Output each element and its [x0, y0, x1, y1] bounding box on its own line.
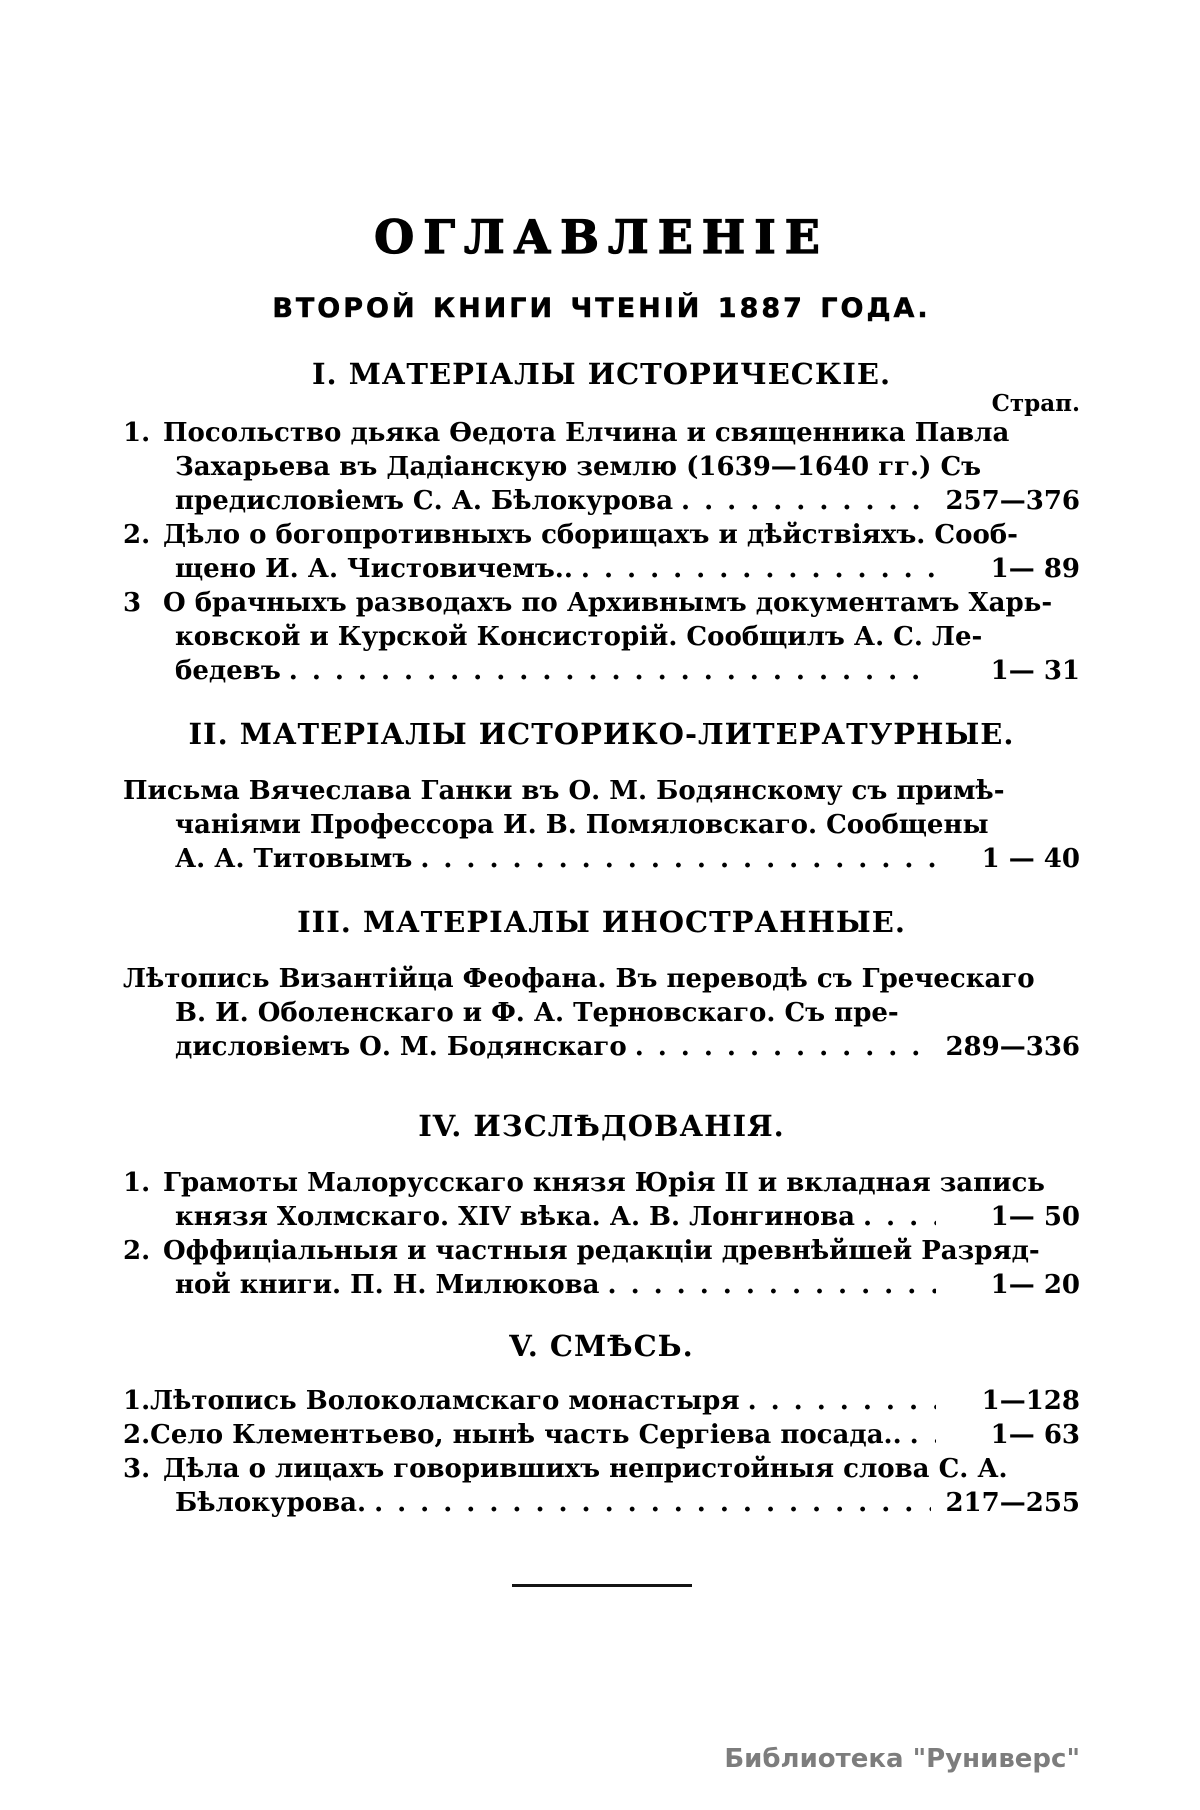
toc-entry-line — [123, 1234, 1080, 1268]
toc-entry — [123, 1234, 1080, 1302]
toc-entry — [123, 1452, 1080, 1520]
toc-entry-line — [123, 1030, 1080, 1064]
entry-number: 1. — [123, 1168, 151, 1198]
dot-leader — [681, 484, 931, 518]
library-watermark: Библиотека "Руниверс" — [724, 1744, 1080, 1774]
entry-number: 1. — [123, 418, 151, 448]
entry-text: ковской и Курской Консисторій. Сообщилъ А. С. Ле- — [175, 622, 983, 652]
entry-text: чаніями Профессора И. В. Помяловскаго. Сообщены — [175, 810, 989, 840]
section-heading: V. СМѢСЬ. — [509, 1329, 694, 1363]
toc-entry-line — [123, 1384, 1080, 1418]
toc-section — [123, 1064, 1080, 1302]
entry-page-range: 1— 50 — [990, 1202, 1080, 1232]
toc-entry-line — [123, 808, 1080, 842]
dot-leader — [748, 1384, 936, 1418]
dot-leader — [420, 842, 936, 876]
toc-entry-line — [123, 620, 1080, 654]
section-heading: III. МАТЕРІАЛЫ ИНОСТРАННЫЕ. — [297, 905, 906, 939]
toc-entry-line — [123, 842, 1080, 876]
toc-entry — [123, 1166, 1080, 1234]
entry-number: 1. — [123, 1386, 151, 1416]
entry-page-range: 1— 20 — [990, 1270, 1080, 1300]
entry-text: Оффиціальныя и частныя редакціи древнѣйшей Разряд- — [163, 1236, 1040, 1266]
entry-page-range: 1 — 40 — [981, 844, 1080, 874]
entry-text: Лѣтопись Византійца Феофана. Въ переводѣ съ Греческаго — [123, 964, 1035, 994]
entry-text: Грамоты Малорусскаго князя Юрія II и вкладная запись — [163, 1168, 1045, 1198]
toc-entry-line — [123, 518, 1080, 552]
entry-text: Бѣлокурова. — [175, 1488, 367, 1518]
toc-entry — [123, 518, 1080, 586]
toc-entry — [123, 1384, 1080, 1418]
toc-entry — [123, 586, 1080, 688]
toc-entry-line — [123, 416, 1080, 450]
entry-text: О брачныхъ разводахъ по Архивнымъ документамъ Харь- — [163, 588, 1053, 618]
entry-text: бедевъ — [175, 656, 281, 686]
dot-leader — [374, 1486, 931, 1520]
page-subtitle: ВТОРОЙ КНИГИ ЧТЕНІЙ 1887 ГОДА. — [272, 293, 931, 324]
entry-text: Лѣтопись Волоколамскаго монастыря — [150, 1386, 740, 1416]
entry-page-range: 1— 63 — [990, 1420, 1080, 1450]
entry-page-range: 1—128 — [981, 1386, 1080, 1416]
dot-leader — [910, 1418, 936, 1452]
entry-text: Посольство дьяка Ѳедота Елчина и священника Павла — [163, 418, 1010, 448]
entry-page-range: 289—336 — [945, 1032, 1080, 1062]
entry-number: 3 — [123, 588, 142, 618]
toc-section — [123, 876, 1080, 1064]
entry-page-range: 1— 31 — [990, 656, 1080, 686]
page-title: ОГЛАВЛЕНІЕ — [374, 210, 829, 264]
toc-entry-line — [123, 1166, 1080, 1200]
toc-section — [123, 688, 1080, 876]
dot-leader — [289, 654, 936, 688]
toc-entry-line — [123, 654, 1080, 688]
entry-page-range: 257—376 — [945, 486, 1080, 516]
section-heading: I. МАТЕРІАЛЫ ИСТОРИЧЕСКІЕ. — [311, 357, 892, 391]
dot-leader — [863, 1200, 936, 1234]
toc-entry-line — [123, 484, 1080, 518]
entry-page-range: 217—255 — [945, 1488, 1080, 1518]
toc-entry-line — [123, 1200, 1080, 1234]
toc-sections — [123, 324, 1080, 1520]
page-content — [123, 0, 1080, 1587]
toc-entry-line — [123, 1486, 1080, 1520]
entry-text: ной книги. П. Н. Милюкова — [175, 1270, 600, 1300]
separator-rule — [512, 1584, 692, 1587]
entry-text: Письма Вячеслава Ганки въ О. М. Бодянскому съ примѣ- — [123, 776, 1005, 806]
entry-text: князя Холмскаго. XIV вѣка. А. В. Лонгинова — [175, 1202, 855, 1232]
pages-column-label: Страп. — [991, 390, 1080, 417]
toc-entry-line — [123, 586, 1080, 620]
entry-text: А. А. Титовымъ — [175, 844, 413, 874]
entry-text: щено И. А. Чистовичемъ.. — [175, 554, 573, 584]
entry-text: В. И. Оболенскаго и Ф. А. Терновскаго. Съ пре- — [175, 998, 899, 1028]
toc-entry — [123, 416, 1080, 518]
entry-page-range: 1— 89 — [990, 554, 1080, 584]
entry-text: дисловіемъ О. М. Бодянскаго — [175, 1032, 627, 1062]
entry-text: Дѣло о богопротивныхъ сборищахъ и дѣйствіяхъ. Сооб- — [163, 520, 1018, 550]
entry-number: 2. — [123, 1420, 151, 1450]
entry-number: 2. — [123, 520, 151, 550]
entry-number: 2. — [123, 1236, 151, 1266]
dot-leader — [581, 552, 936, 586]
section-heading: IV. ИЗСЛѢДОВАНІЯ. — [418, 1109, 785, 1143]
toc-entry-line — [123, 1418, 1080, 1452]
dot-leader — [635, 1030, 932, 1064]
toc-entry-line — [123, 774, 1080, 808]
entry-text: Дѣла о лицахъ говорившихъ непристойныя слова С. А. — [163, 1454, 1008, 1484]
entry-text: Село Клементьево, нынѣ часть Сергіева посада.. — [150, 1420, 902, 1450]
toc-entry-line — [123, 1452, 1080, 1486]
toc-entry-line — [123, 996, 1080, 1030]
entry-text: Захарьева въ Дадіанскую землю (1639—1640 гг.) Съ — [175, 452, 982, 482]
entry-text: предисловіемъ С. А. Бѣлокурова — [175, 486, 674, 516]
toc-section — [123, 324, 1080, 688]
toc-entry — [123, 962, 1080, 1064]
section-heading: II. МАТЕРІАЛЫ ИСТОРИКО-ЛИТЕРАТУРНЫЕ. — [188, 717, 1015, 751]
toc-entry-line — [123, 552, 1080, 586]
toc-entry — [123, 1418, 1080, 1452]
toc-entry-line — [123, 450, 1080, 484]
toc-entry-line — [123, 962, 1080, 996]
toc-section — [123, 1302, 1080, 1520]
toc-entry — [123, 774, 1080, 876]
dot-leader — [608, 1268, 936, 1302]
entry-number: 3. — [123, 1454, 151, 1484]
toc-entry-line — [123, 1268, 1080, 1302]
